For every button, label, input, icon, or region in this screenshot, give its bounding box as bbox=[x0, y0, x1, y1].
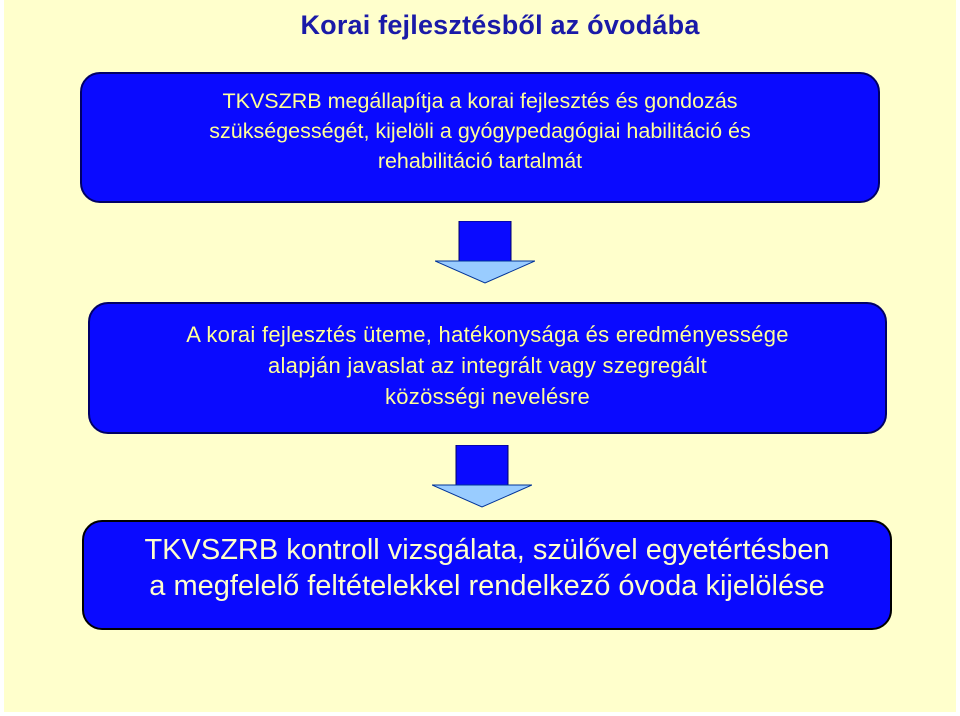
step-3-box bbox=[82, 520, 892, 630]
step-1-line-1: TKVSZRB megállapítja a korai fejlesztés és gondozás bbox=[222, 88, 738, 113]
step-3-line-1: TKVSZRB kontroll vizsgálata, szülővel egyetértésben bbox=[144, 534, 830, 566]
down-arrow-icon bbox=[435, 221, 535, 285]
step-3-line-2: a megfelelő feltételekkel rendelkező óvoda kijelölése bbox=[149, 570, 825, 602]
slide-title: Korai fejlesztésből az óvodába bbox=[300, 10, 700, 40]
step-2-line-1: A korai fejlesztés üteme, hatékonysága és eredményessége bbox=[186, 321, 789, 347]
step-1-line-3: rehabilitáció tartalmát bbox=[377, 148, 583, 173]
step-2-line-2: alapján javaslat az integrált vagy szegregált bbox=[267, 352, 708, 378]
down-arrow-icon bbox=[432, 445, 532, 509]
step-2-line-3: közösségi nevelésre bbox=[384, 383, 591, 409]
step-1-line-2: szükségességét, kijelöli a gyógypedagógiai habilitáció és bbox=[209, 118, 751, 143]
step-1-box bbox=[80, 72, 880, 203]
step-2-box bbox=[88, 302, 887, 434]
